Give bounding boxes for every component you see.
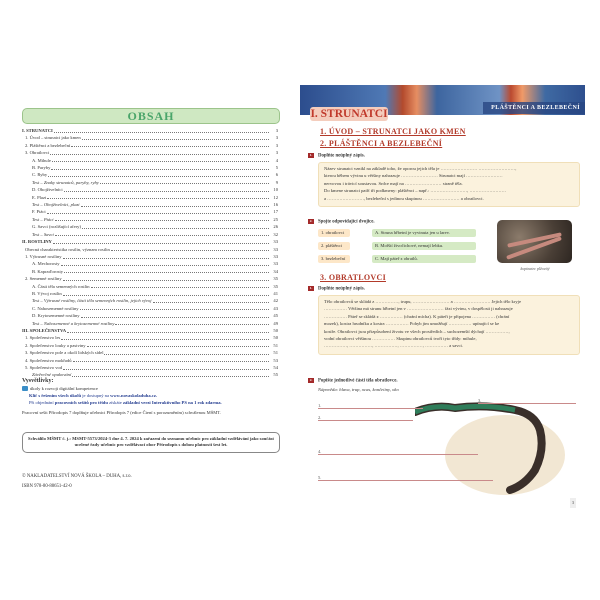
task-4-heading: 2. Popište jednotlivé části těla obratlovce.	[309, 378, 398, 384]
toc-entry[interactable]: B. Vývoj rostlin 41	[32, 290, 278, 296]
pair-right-b[interactable]: B. Mořští živočichové, nemají lebku.	[372, 242, 476, 250]
toc-entry[interactable]: B. Kapraďorosty 34	[32, 268, 278, 274]
footer	[22, 472, 278, 492]
copyright: © NAKLADATELSTVÍ NOVÁ ŠKOLA – DUHA, s.r.o.	[22, 474, 132, 479]
task-number: 2.	[309, 378, 313, 382]
toc-entry[interactable]: 2. Semenné rostliny 35	[25, 276, 278, 282]
task-number: 1.	[309, 286, 313, 290]
contents-title: OBSAH	[22, 108, 280, 124]
toc-entry[interactable]: 1. Úvod – strunatci jako kmen 3	[25, 135, 278, 141]
toc-entry[interactable]: Test – Nahosemenné a krytosemenné rostliny 49	[32, 320, 278, 326]
banner-label: PLÁŠTĚNCI A BEZLEBEČNÍ	[483, 102, 585, 114]
legend-key: Klíč s řešením všech úkolů je dostupný na www.novaskoladuha.cz.	[29, 393, 158, 398]
task-number: 2.	[309, 219, 313, 223]
pair-left-3[interactable]: 3. bezlebeční	[318, 255, 350, 263]
task-3-heading: 1. Doplňte neúplný zápis.	[309, 286, 365, 292]
section-heading-2: 2. PLÁŠTĚNCI A BEZLEBEČNÍ	[320, 139, 443, 148]
toc-entry[interactable]: G. Savci (rozlišující afery) 26	[32, 224, 278, 230]
pair-right-a[interactable]: A. Struna hřbetní je vyvinuta jen u larev.	[372, 229, 476, 237]
toc-entry[interactable]: A. Mechorosty 33	[32, 261, 278, 267]
label-line-1[interactable]: 1.	[318, 403, 423, 409]
toc-entry[interactable]: Test – Výtrusné rostliny, části těla semenných rostlin, jejich vývoj 42	[32, 298, 278, 304]
toc-entry[interactable]: II. ROSTLINY 33	[22, 239, 278, 245]
toc-entry[interactable]: III. SPOLEČENSTVA 50	[22, 327, 278, 333]
toc-entry[interactable]: Test – Obojživelníci, plazi 16	[32, 202, 278, 208]
toc-entry[interactable]: Závěrečné opakování 55	[32, 372, 278, 378]
page-number: 3	[570, 498, 576, 508]
toc-entry[interactable]: A. Mihule 4	[32, 157, 278, 163]
label-line-3[interactable]: 3.	[478, 398, 576, 404]
toc-entry[interactable]: 2. Společenstvo louky a pastviny 51	[25, 342, 278, 348]
legend-order: Při objednání pracovních sešitů pro třídu získáte základní verzi Interaktivního PS na 1 rok zdarma.	[29, 400, 222, 405]
task-2-heading: 2. Spojte odpovídající dvojice.	[309, 219, 375, 225]
toc-entry[interactable]: Test – Savci 32	[32, 231, 278, 237]
task-4-hint: Nápověda: hlava, trup, ocas, končetiny, oko	[318, 387, 399, 392]
legend-supplement: Pracovní sešit Přírodopis 7 doplňuje učebnici Přírodopis 7 (edice Čtení s porozuměním) schválenou MŠMT.	[22, 410, 221, 415]
toc-entry[interactable]: C. Nahosemenné rostliny 43	[32, 305, 278, 311]
label-line-4[interactable]: 4.	[318, 449, 478, 455]
pair-left-1[interactable]: 1. obratlovci	[318, 229, 350, 237]
isbn: ISBN 978-80-88651-42-0	[22, 484, 72, 489]
toc-entry[interactable]: 3. Společenstvo pole a okolí lidských sídel 51	[25, 350, 278, 356]
toc-entry[interactable]: A. Části těla semenných rostlin 35	[32, 283, 278, 289]
toc-entry[interactable]: D. Obojživelníci 10	[32, 187, 278, 193]
toc-entry[interactable]: 1. Společenstvo les 50	[25, 335, 278, 341]
legend	[22, 378, 278, 416]
toc-entry[interactable]: C. Ryby 6	[32, 172, 278, 178]
label-line-5[interactable]: 5.	[318, 475, 493, 481]
task-3-box: Tělo obratlovců se skládá z ……………, trupu, …………………… a …………………… Jejich tělo kryje …………… Většina má strunu hřbetní jen v …………………… fázi vývinu, v dospělosti ji nahrazuje …………… Páteř se skládá z …………… (chrání mícha). K páteři je připojena …………… (chrání mozek), kostra hrudníku a kostra …………… Pohyb jim umožňují …………… upínající se ke kostře. Obratlovci jsou přizpůsobení životu ve všech prostředích – suchozemští dýchají ……………, vodní obratlovci většinou …………… Skupinu obratlovců tvoří tyto třídy: mihule, ……………, ……………, ……………, ……………, …………… a savci.	[318, 295, 580, 355]
pair-right-c[interactable]: C. Mají páteř z obratlů.	[372, 255, 476, 263]
table-of-contents	[22, 127, 278, 379]
chapter-title: I. STRUNATCI	[310, 108, 388, 120]
legend-digital: úkoly k rozvoji digitální kompetence	[22, 385, 278, 392]
monitor-icon	[22, 386, 28, 391]
approval-box: Schválilo MŠMT č. j.: MSMT-5573/2024-3 dne 4. 7. 2024 k zařazení do seznamu učebnic pro základní vzdělávání jako součást ucelené řady učebnic pro vzdělávací obor Přírodopis s dobou platnosti šest let.	[22, 432, 280, 453]
photo-caption: kopinatec plžovitý	[520, 266, 550, 271]
task-1-heading: 1. Doplňte neúplný zápis.	[309, 153, 365, 159]
toc-entry[interactable]: 4. Společenstvo mokřadů 53	[25, 357, 278, 363]
toc-entry[interactable]: Test – Znaky strunatců, paryby, ryby 9	[32, 179, 278, 185]
section-heading-1: 1. ÚVOD – STRUNATCI JAKO KMEN	[320, 127, 466, 136]
toc-entry[interactable]: 5. Společenstvo vod 54	[25, 365, 278, 370]
section-heading-3: 3. OBRATLOVCI	[320, 273, 386, 282]
toc-entry[interactable]: Obecná charakteristika rostlin, význam rostlin 33	[25, 246, 278, 252]
right-page	[300, 85, 585, 525]
pair-left-2[interactable]: 2. pláštěnci	[318, 242, 350, 250]
toc-entry[interactable]: 2. Pláštěnci a bezlebeční 3	[25, 142, 278, 148]
toc-entry[interactable]: D. Krytosemenné rostliny 45	[32, 313, 278, 319]
legend-title: Vysvětlivky:	[22, 378, 54, 384]
toc-entry[interactable]: B. Paryby 5	[32, 165, 278, 171]
toc-entry[interactable]: 3. Obratlovci 3	[25, 150, 278, 156]
toc-entry[interactable]: I. STRUNATCI 3	[22, 128, 278, 133]
toc-entry[interactable]: Test – Ptáci 25	[32, 216, 278, 222]
toc-entry[interactable]: 1. Výtrusné rostliny 33	[25, 253, 278, 259]
label-line-2[interactable]: 2.	[318, 415, 413, 421]
lizard-illustration	[415, 390, 565, 500]
task-number: 1.	[309, 153, 313, 157]
toc-entry[interactable]: F. Ptáci 17	[32, 209, 278, 215]
lancelet-photo	[497, 220, 572, 263]
toc-entry[interactable]: E. Plazi 12	[32, 194, 278, 200]
task-1-box: Název strunatci vznikl na základě toho, že oporou jejich těla je …………………… ……………………, kterou během vývinu u většiny nahrazuje …………………… Strunatci mají …………………… nervovou i trávicí soustavou. Srdce mají na …………………… straně těla. Do kmene strunatci patří tři podkmeny: pláštěnci – např.: ……………………, …………………… a ……………………, bezlebeční s jedinou skupinou …………………… a obratlovci.	[318, 162, 580, 207]
left-page	[22, 85, 278, 525]
website-link[interactable]: www.novaskoladuha.cz.	[110, 393, 158, 398]
